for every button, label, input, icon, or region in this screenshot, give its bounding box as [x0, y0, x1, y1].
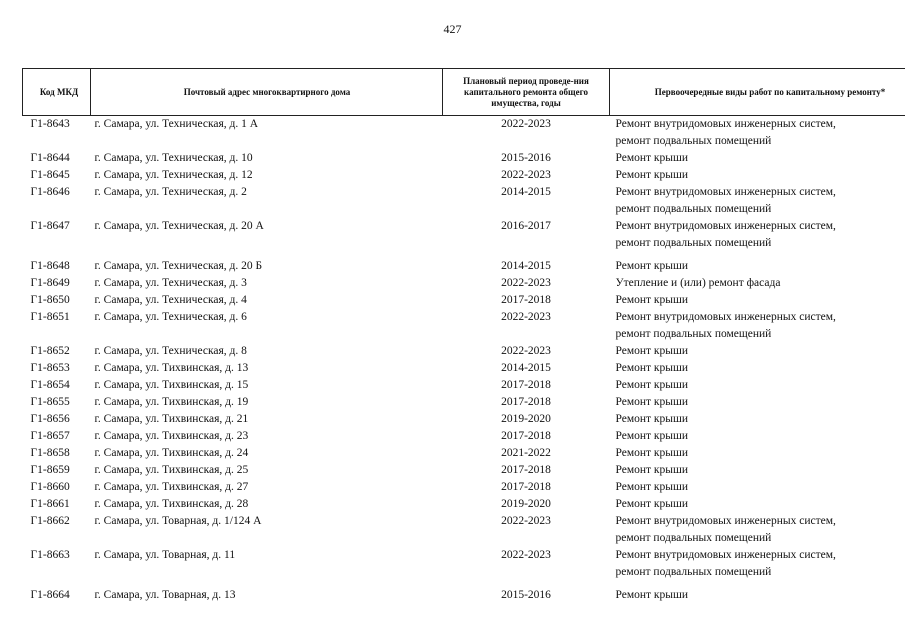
- cell-address: г. Самара, ул. Тихвинская, д. 19: [94, 396, 249, 408]
- table-row: [23, 462, 905, 479]
- cell-code: Г1-8652: [30, 345, 70, 357]
- cell-address: г. Самара, ул. Техническая, д. 1 А: [94, 118, 259, 130]
- work-line: Ремонт крыши: [615, 498, 689, 510]
- cell-work: [610, 445, 905, 462]
- work-line: Ремонт внутридомовых инженерных систем,: [615, 220, 836, 232]
- cell-address: г. Самара, ул. Техническая, д. 6: [94, 311, 247, 323]
- header-code: Код МКД: [23, 69, 91, 116]
- table-row: [23, 394, 905, 411]
- cell-address: г. Самара, ул. Тихвинская, д. 15: [94, 379, 249, 391]
- cell-code: Г1-8655: [30, 396, 70, 408]
- cell-work: [610, 258, 905, 275]
- cell-address: г. Самара, ул. Техническая, д. 20 А: [94, 220, 264, 232]
- cell-code: Г1-8658: [30, 447, 70, 459]
- header-row: [23, 69, 905, 116]
- table-row: [23, 116, 905, 151]
- cell-work: [610, 394, 905, 411]
- table-row: [23, 360, 905, 377]
- cell-period: 2022-2023: [501, 169, 551, 181]
- page-number: 427: [443, 22, 462, 36]
- cell-period: 2017-2018: [501, 379, 551, 391]
- work-line: Ремонт внутридомовых инженерных систем,: [615, 515, 836, 527]
- cell-period: 2016-2017: [501, 220, 551, 232]
- table-row: [23, 496, 905, 513]
- work-line: ремонт подвальных помещений: [615, 566, 772, 578]
- cell-work: [610, 547, 905, 587]
- cell-work: [610, 479, 905, 496]
- cell-period: 2022-2023: [501, 515, 551, 527]
- cell-work: [610, 343, 905, 360]
- cell-work: [610, 309, 905, 343]
- table-header: [23, 69, 905, 116]
- cell-period: 2015-2016: [501, 589, 551, 601]
- cell-period: 2022-2023: [501, 345, 551, 357]
- cell-period: 2017-2018: [501, 464, 551, 476]
- table-row: [23, 343, 905, 360]
- work-line: ремонт подвальных помещений: [615, 237, 772, 249]
- work-line: Ремонт крыши: [615, 152, 689, 164]
- cell-work: [610, 360, 905, 377]
- cell-address: г. Самара, ул. Техническая, д. 3: [94, 277, 247, 289]
- table-row: [23, 587, 905, 627]
- cell-code: Г1-8643: [30, 118, 70, 130]
- cell-address: г. Самара, ул. Техническая, д. 4: [94, 294, 247, 306]
- cell-period: 2017-2018: [501, 481, 551, 493]
- cell-address: г. Самара, ул. Тихвинская, д. 24: [94, 447, 249, 459]
- work-line: Ремонт крыши: [615, 396, 689, 408]
- work-line: Ремонт крыши: [615, 345, 689, 357]
- cell-period: 2015-2016: [501, 152, 551, 164]
- cell-code: Г1-8662: [30, 515, 70, 527]
- cell-code: Г1-8657: [30, 430, 70, 442]
- cell-address: г. Самара, ул. Товарная, д. 11: [94, 549, 236, 561]
- cell-period: 2017-2018: [501, 396, 551, 408]
- cell-period: 2014-2015: [501, 186, 551, 198]
- cell-address: г. Самара, ул. Тихвинская, д. 23: [94, 430, 249, 442]
- cell-code: Г1-8647: [30, 220, 70, 232]
- work-line: Ремонт крыши: [615, 447, 689, 459]
- cell-address: г. Самара, ул. Товарная, д. 13: [94, 589, 236, 601]
- work-line: Ремонт крыши: [615, 464, 689, 476]
- work-line: Ремонт внутридомовых инженерных систем,: [615, 311, 836, 323]
- cell-work: [610, 428, 905, 445]
- table-row: [23, 428, 905, 445]
- work-line: Ремонт крыши: [615, 294, 689, 306]
- cell-period: 2017-2018: [501, 294, 551, 306]
- table-row: [23, 513, 905, 547]
- cell-address: г. Самара, ул. Техническая, д. 10: [94, 152, 253, 164]
- cell-period: 2022-2023: [501, 311, 551, 323]
- cell-address: г. Самара, ул. Тихвинская, д. 27: [94, 481, 249, 493]
- work-line: ремонт подвальных помещений: [615, 532, 772, 544]
- cell-work: [610, 377, 905, 394]
- cell-period: 2019-2020: [501, 498, 551, 510]
- cell-code: Г1-8653: [30, 362, 70, 374]
- table-row: [23, 258, 905, 275]
- work-line: Ремонт крыши: [615, 169, 689, 181]
- cell-code: Г1-8648: [30, 260, 70, 272]
- cell-address: г. Самара, ул. Техническая, д. 12: [94, 169, 253, 181]
- table-row: [23, 411, 905, 428]
- cell-address: г. Самара, ул. Тихвинская, д. 28: [94, 498, 249, 510]
- header-work: Первоочередные виды работ по капитальному ремонту*: [610, 69, 905, 116]
- table-row: [23, 377, 905, 394]
- cell-code: Г1-8645: [30, 169, 70, 181]
- table-row: [23, 445, 905, 462]
- work-line: Ремонт внутридомовых инженерных систем,: [615, 186, 836, 198]
- work-line: Ремонт крыши: [615, 413, 689, 425]
- cell-period: 2022-2023: [501, 549, 551, 561]
- cell-code: Г1-8664: [30, 589, 70, 601]
- work-line: Ремонт крыши: [615, 481, 689, 493]
- cell-code: Г1-8654: [30, 379, 70, 391]
- table-body: [23, 116, 905, 628]
- work-line: Ремонт крыши: [615, 379, 689, 391]
- cell-work: [610, 292, 905, 309]
- table-row: [23, 292, 905, 309]
- work-line: Ремонт крыши: [615, 589, 689, 601]
- cell-code: Г1-8646: [30, 186, 70, 198]
- table-row: [23, 184, 905, 218]
- cell-address: г. Самара, ул. Тихвинская, д. 21: [94, 413, 249, 425]
- cell-code: Г1-8663: [30, 549, 70, 561]
- cell-address: г. Самара, ул. Техническая, д. 20 Б: [94, 260, 263, 272]
- cell-period: 2022-2023: [501, 118, 551, 130]
- cell-period: 2022-2023: [501, 277, 551, 289]
- cell-address: г. Самара, ул. Техническая, д. 8: [94, 345, 247, 357]
- work-line: Утепление и (или) ремонт фасада: [615, 277, 781, 289]
- cell-work: [610, 116, 905, 151]
- cell-address: г. Самара, ул. Товарная, д. 1/124 А: [94, 515, 262, 527]
- cell-period: 2014-2015: [501, 362, 551, 374]
- cell-work: [610, 587, 905, 627]
- cell-address: г. Самара, ул. Тихвинская, д. 25: [94, 464, 249, 476]
- cell-code: Г1-8656: [30, 413, 70, 425]
- cell-code: Г1-8651: [30, 311, 70, 323]
- table-row: [23, 275, 905, 292]
- cell-period: 2019-2020: [501, 413, 551, 425]
- table-row: [23, 167, 905, 184]
- cell-period: 2017-2018: [501, 430, 551, 442]
- table-row: [23, 309, 905, 343]
- cell-period: 2014-2015: [501, 260, 551, 272]
- cell-work: [610, 462, 905, 479]
- cell-code: Г1-8649: [30, 277, 70, 289]
- cell-period: 2021-2022: [501, 447, 551, 459]
- work-line: ремонт подвальных помещений: [615, 135, 772, 147]
- work-line: Ремонт крыши: [615, 260, 689, 272]
- header-address: Почтовый адрес многоквартирного дома: [91, 69, 443, 116]
- table-row: [23, 218, 905, 258]
- cell-work: [610, 275, 905, 292]
- work-line: Ремонт внутридомовых инженерных систем,: [615, 549, 836, 561]
- cell-address: г. Самара, ул. Тихвинская, д. 13: [94, 362, 249, 374]
- header-period: Плановый период проведе-ния капитального ремонта общего имущества, годы: [443, 69, 610, 116]
- cell-work: [610, 184, 905, 218]
- work-line: Ремонт внутридомовых инженерных систем,: [615, 118, 836, 130]
- cell-work: [610, 513, 905, 547]
- work-line: ремонт подвальных помещений: [615, 328, 772, 340]
- cell-code: Г1-8661: [30, 498, 70, 510]
- cell-work: [610, 167, 905, 184]
- cell-address: г. Самара, ул. Техническая, д. 2: [94, 186, 247, 198]
- cell-work: [610, 218, 905, 258]
- work-line: Ремонт крыши: [615, 430, 689, 442]
- table-row: [23, 150, 905, 167]
- work-line: ремонт подвальных помещений: [615, 203, 772, 215]
- cell-work: [610, 411, 905, 428]
- work-line: Ремонт крыши: [615, 362, 689, 374]
- cell-code: Г1-8659: [30, 464, 70, 476]
- cell-code: Г1-8650: [30, 294, 70, 306]
- table-row: [23, 547, 905, 587]
- cell-work: [610, 496, 905, 513]
- repair-schedule-table: [22, 68, 905, 627]
- cell-code: Г1-8660: [30, 481, 70, 493]
- table-row: [23, 479, 905, 496]
- cell-work: [610, 150, 905, 167]
- cell-code: Г1-8644: [30, 152, 70, 164]
